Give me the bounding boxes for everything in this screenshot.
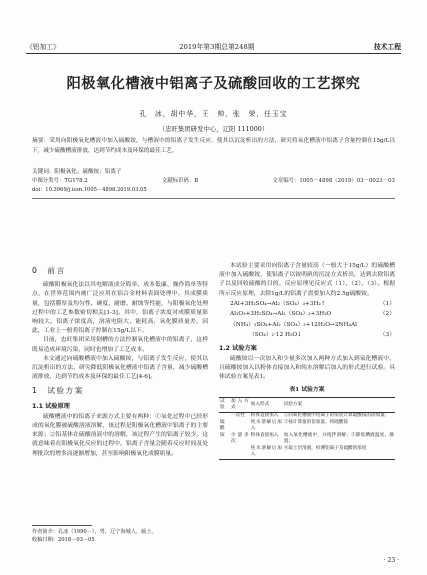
paragraph: 目前，忠旺集团采用倒槽的方法控制氧化槽液中的铝离子，这样既易造成环境污染，同时也增加了工艺成本。 [32,337,208,353]
article-meta [32,176,395,184]
affiliation: （忠旺集团研发中心，辽阳 111000） [158,125,269,133]
header-rule [26,53,401,54]
article-number: 文章编号：1005－4898（2019）03－0023－03 [272,178,395,184]
issue-info: 2019年第3期总第248期 [179,43,255,51]
paragraph: 本文通过向硫酸槽液中加入硫酸铵，与铝离子发生反应，使其以沉淀析出的方法，研究降低阳极氧化槽液中铝离子含量，减少硫酸槽液排放，达到节约成本及环保的最佳工艺[4-6]。 [32,355,208,381]
table-row: 铵 少量多次 粉体直接加入 加入氧化槽液中，并搅拌溶解；③降低槽液温度，静置； [220,433,394,445]
journal-name: 《铝加工》 [26,43,60,51]
equation-number: （3） [379,332,395,339]
table-header: 加入方式 [230,397,250,412]
equation-2 [219,309,395,320]
clc-number: 中图分类号：TG178.2 [32,178,88,184]
section-heading-preface: 0 前言 [32,266,66,275]
author-bio: 作者简介：孔冰（1990－），男，辽宁海城人，硕士。 [32,529,157,535]
paragraph: 硫酸铵以一次加入和少量多次加入两种方式加入到氧化槽液中，且硫酸铵加入以粉体直接加入和纯水溶解后加入的形式进行试验。具体试验方案见表1。 [219,356,395,381]
paragraph: 本试验主要采用向铝离子含量较高（一般大于15g/L）的硫酸槽液中加入硫酸铵，使铝离子以铵明矾的沉淀方式析出，达到去除铝离子以及回收硫酸的目的。反应原理见反应式（1）、（2）、（3）。根据所示反应原理，去除1g/L的铝离子需要加入约2.5g硫酸铵。 [219,263,395,297]
running-header [26,40,401,52]
received-date: 收稿日期：2018－03－05 [32,537,95,543]
left-column [32,262,208,459]
table-header: 试验方案 [283,397,395,412]
keywords: 关键词：阳极氧化；硫酸铵；铝离子 [32,169,122,175]
right-column [219,262,395,460]
footnote [32,528,157,544]
equation-body: 2Al+3H₂SO₄→Al₂（SO₄）₃+3H₂↑ [230,300,326,307]
equation-body: （SO₄）₂·12 H₂O↓ [249,332,303,339]
scheme-table [219,397,395,460]
equation-body: Al₂O₃+3H₂SO₄→Al₂（SO₄）₃+3H₂O [230,311,332,318]
author-list: 孔 冰，胡中华，王 帅，张 荣，任玉宝 [139,110,288,118]
abstract: 摘要：采用向阳极氧化槽液中加入硫酸铵，与槽液中的铝离子发生反应，使其以沉淀析出的方法，研究将氧化槽液中铝离子含量控制在15g/L以下，减少硫酸槽液排放，达到节约成本及环保的最佳工艺。 [32,138,395,154]
section-heading-scheme: 1 试验方案 [32,386,84,396]
equation-3-cont [219,330,395,341]
subsection-heading-scheme: 1.2 试验方案 [219,344,257,352]
equation-1 [219,299,395,310]
subsection-heading-principle: 1.1 试验原理 [32,402,70,410]
paragraph: 硫酸槽液中的铝离子来源方式主要有两种：①氧化过程中已经形成的氧化膜被硫酸溶液溶解，该过程是阳极氧化槽液中铝离子的主要来源；②铝基体在硫酸溶液中的溶解，该过程产生的铝离子较少。这就意味着在阳极氧化反应的过程中，铝离子含量会随着反应时间及处理批次的增多而逐渐增加，甚至影响阳极氧化成膜质量。 [32,413,208,457]
equation-number: （2） [379,311,395,318]
equation-3 [219,320,395,331]
equation-number: （1） [379,300,395,307]
equation-body: （NH₄）₂SO₄+Al₂（SO₄）₃+12H₂O→2NH₄Al [230,321,358,328]
table-row: 硫酸 纯水溶解后加入 ②按计算值的倍加量，将硫酸铵 [220,420,349,432]
table-row: 纯水溶解后加入 ④取上层清液，检测铝离子及硫酸的浓度 [219,446,395,460]
separator-rule [32,198,395,199]
doc-code: 文献标识码：B [161,178,199,184]
page-number: · 23 · [383,557,399,564]
footnote-rule [32,525,92,526]
table-header: 加入形式 [250,397,283,412]
table-header: 试验 [219,397,230,412]
paper-title: 阳极氧化槽液中铝离子及硫酸回收的工艺探究 [66,76,361,92]
doi: doi：10.3969/j.issn.1005－4898.2019.03.05 [32,187,147,193]
section-name: 技术工程 [373,43,401,51]
table-title: 表1 试验方案 [289,386,325,393]
paragraph: 硫酸阳极氧化法以其电解液成分简单、成本低廉、操作简单等特点，在世界范围内被广泛应用在铝合金材料表面处理中。其成膜质量，包括膜厚及均匀性、硬度、耐磨、耐蚀等性能，与阳极氧化处理过程中的工艺参数密切相关[1-3]。其中，铝离子浓度对成膜质量影响较大。铝离子浓度高，溶液电阻大、能耗高，氧化膜质量差。因此，工业上一般将铝离子控制在15g/L以下。 [32,282,208,335]
table-row: 一次性 粉体直接加入 ①向氧化槽液中铝离子的浓度计算硫酸铵的添加量； [231,413,390,419]
